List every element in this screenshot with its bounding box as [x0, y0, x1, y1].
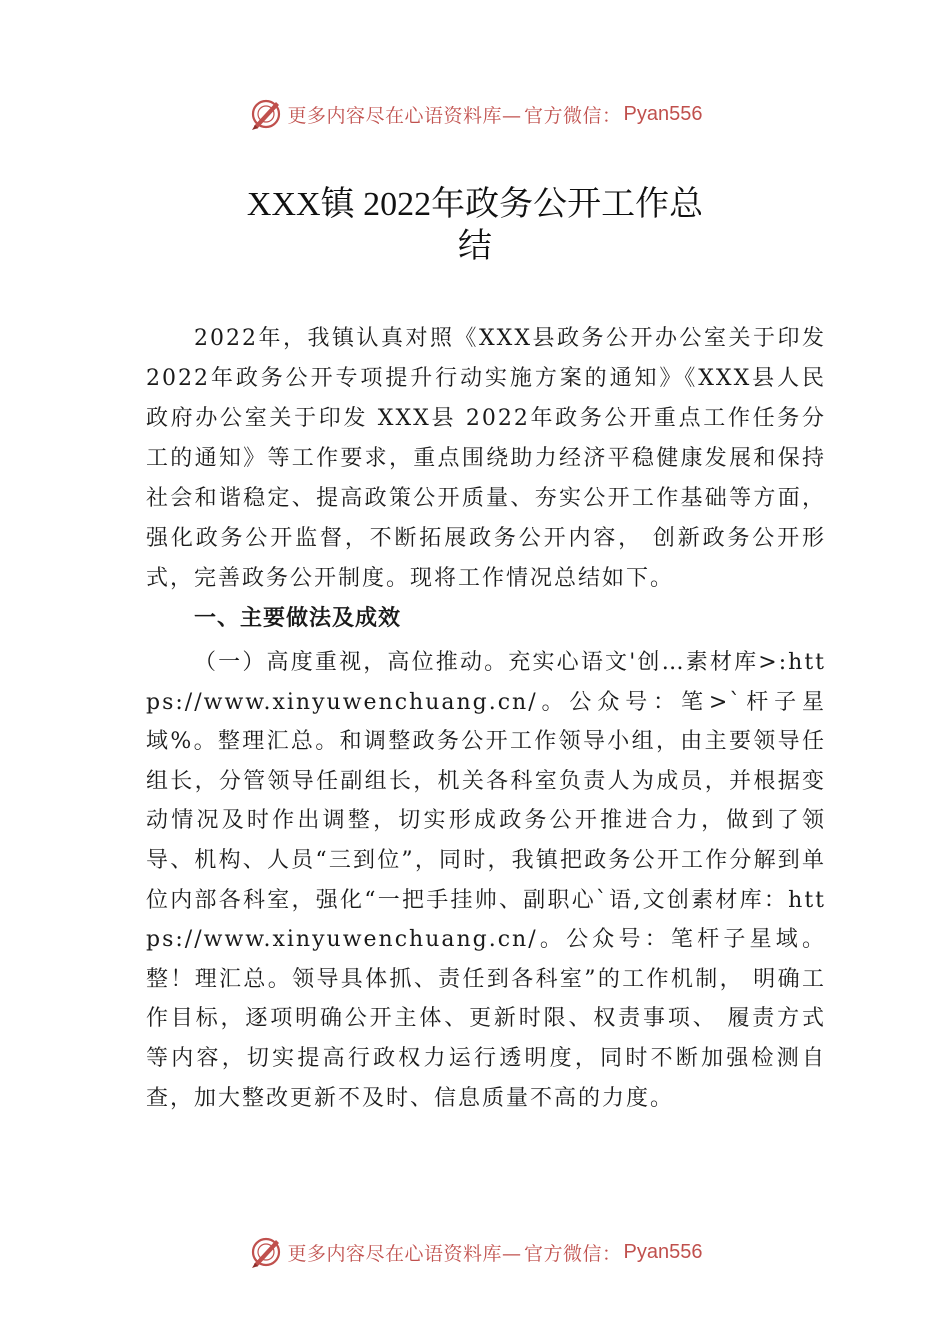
- pen-seal-logo-icon: [248, 96, 284, 132]
- banner-wechat-id: Pyan556: [623, 1240, 703, 1263]
- intro-paragraph: 2022年，我镇认真对照《XXX县政务公开办公室关于印发 2022年政务公开专项提升行动实施方案的通知》《XXX县人民政府办公室关于印发 XXX县 2022年政务公开重点工作任务分工的通知》等工作要求，重点围绕助力经济平稳健康发展和保持社会和谐稳定、提高政策公开质量、夯实公开工作基础等方面，强化政务公开监督，不断拓展政务公开内容， 创新政务公开形式，完善政务公开制度。现将工作情况总结如下。: [146, 326, 826, 591]
- section-heading: 一、主要做法及成效: [194, 606, 402, 631]
- banner-label: 官方微信：: [524, 1242, 622, 1265]
- header-watermark-banner: [0, 92, 950, 136]
- document-title: [0, 184, 950, 268]
- banner-wechat-id: Pyan556: [623, 102, 703, 125]
- section-paragraph: （一）高度重视，高位推动。充实心语文'创…素材库>:https://www.xinyuwenchuang.cn/。公众号：笔>`杆子星域%。整理汇总。和调整政务公开工作领导小组，由主要领导任组长，分管领导任副组长，机关各科室负责人为成员，并根据变动情况及时作出调整，切实形成政务公开推进合力，做到了领导、机构、人员“三到位”，同时，我镇把政务公开工作分解到单位内部各科室，强化“一把手挂帅、副职心`语,文创素材库：https://www.xinyuwenchuang.cn/。公众号：笔杆子星域。整！理汇总。领导具体抓、责任到各科室”的工作机制， 明确工作目标，逐项明确公开主体、更新时限、权责事项、 履责方式等内容，切实提高行政权力运行透明度，同时不断加强检测自查，加大整改更新不及时、信息质量不高的力度。: [146, 650, 826, 1111]
- banner-separator: —: [502, 104, 525, 127]
- banner-separator: —: [502, 1242, 525, 1265]
- banner-text: 更多内容尽在心语资料库: [287, 104, 503, 127]
- banner-text: 更多内容尽在心语资料库: [287, 1242, 503, 1265]
- footer-watermark-banner: [0, 1230, 950, 1274]
- banner-label: 官方微信：: [524, 104, 622, 127]
- pen-seal-logo-icon: [248, 1234, 284, 1270]
- document-body: [146, 319, 826, 1118]
- title-line-1: XXX镇 2022年政务公开工作总: [246, 186, 704, 223]
- title-line-2: 结: [458, 228, 492, 265]
